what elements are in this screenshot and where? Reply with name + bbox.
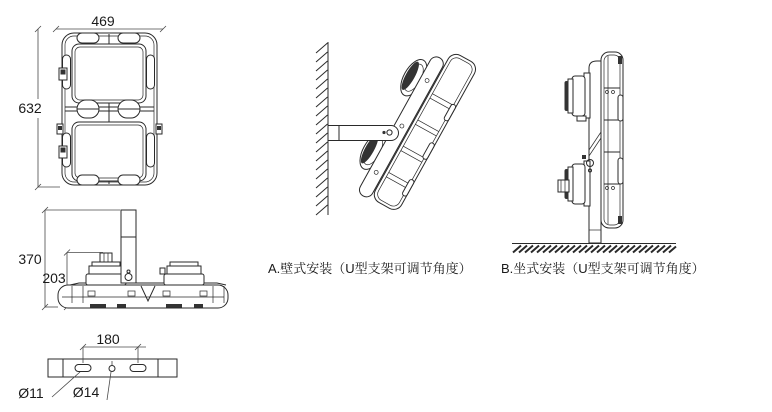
pole-body-height-label: 203 (42, 270, 66, 286)
front-height-dimension-label: 632 (18, 100, 42, 116)
spacing-dimension (80, 331, 146, 363)
front-width-dimension-label: 469 (91, 13, 115, 29)
wall-arm (328, 126, 399, 141)
center-hole-diameter-label: Ø14 (72, 384, 100, 400)
hole-spacing-label: 180 (96, 331, 120, 347)
wall-mount-view (268, 36, 479, 276)
arm-bolt-icon (382, 131, 385, 134)
mounting-pole (121, 210, 136, 283)
width-dimension (53, 13, 166, 32)
slot-diameter-label: Ø11 (18, 385, 44, 401)
driver-cover-right (160, 262, 204, 285)
wall-mount-caption: A.壁式安装（U型支架可调节角度） (268, 261, 472, 276)
height-dimension (18, 26, 60, 190)
ground-hatch (512, 244, 676, 253)
front-housing (57, 33, 162, 185)
pole-fixture-body (58, 210, 228, 308)
seat-mount-view (501, 52, 705, 276)
wall-hatch (316, 42, 328, 215)
front-view (18, 13, 166, 190)
driver-cover-left (86, 253, 126, 285)
cable-gland-icon (558, 180, 569, 192)
seat-driver-bottom (558, 161, 590, 206)
seat-driver-top (565, 73, 591, 121)
seat-mount-caption: B.坐式安装（U型支架可调节角度） (501, 261, 705, 276)
pole-view (18, 207, 228, 310)
seat-bracket-plate (589, 61, 601, 243)
bottom-lens (72, 122, 146, 181)
pole-total-height-label: 370 (18, 251, 42, 267)
top-lens (72, 44, 146, 103)
bracket-view (18, 331, 177, 401)
seat-panel-frame (601, 52, 623, 228)
